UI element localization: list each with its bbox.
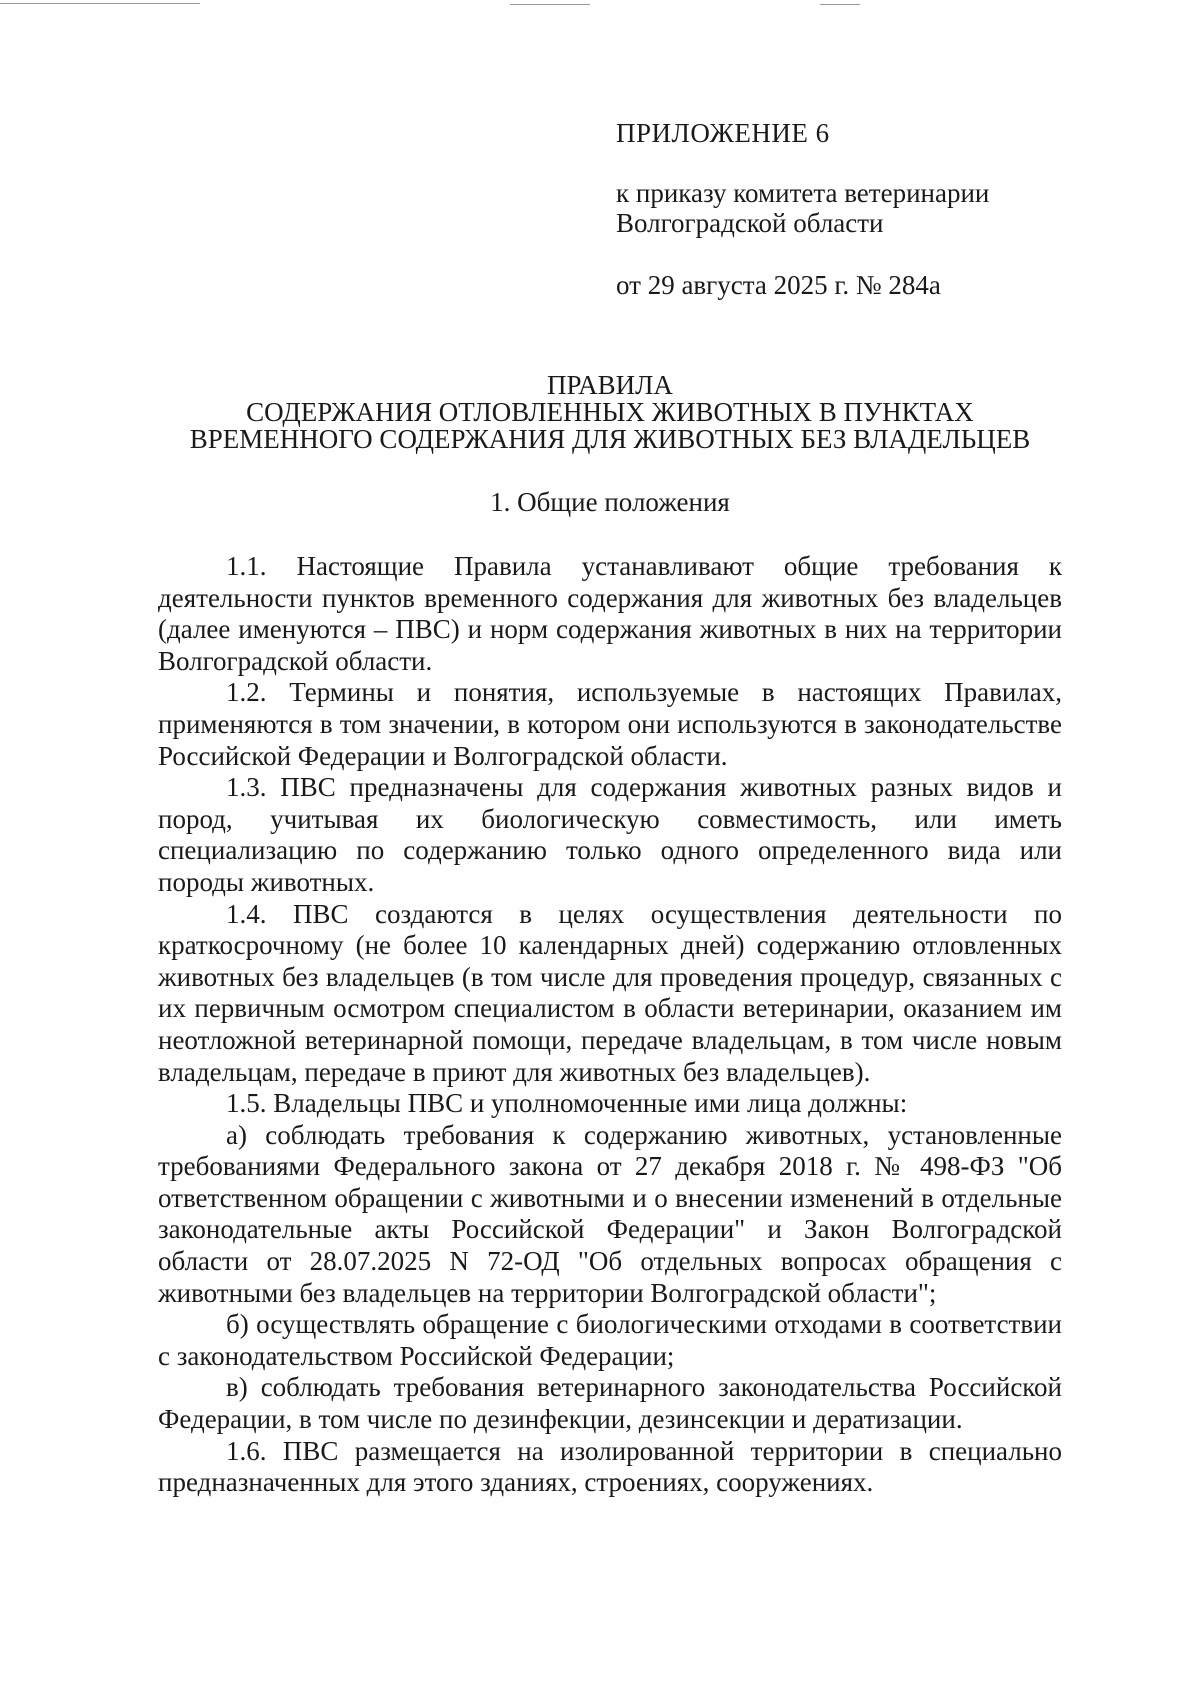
appendix-header — [616, 118, 1096, 300]
paragraph-1-5-c: в) соблюдать требования ветеринарного законодательства Российской Федерации, в том числе по дезинфекции, дезинсекции и дератизации. — [158, 1372, 1062, 1435]
appendix-title: ПРИЛОЖЕНИЕ 6 — [616, 118, 830, 148]
document-title-line: ВРЕМЕННОГО СОДЕРЖАНИЯ ДЛЯ ЖИВОТНЫХ БЕЗ ВЛАДЕЛЬЦЕВ — [189, 424, 1031, 454]
paragraph-1-4: 1.4. ПВС создаются в целях осуществления деятельности по краткосрочному (не более 10 календарных дней) содержанию отловленных животных без владельцев (в том числе для проведения процедур, связанных с их первичным осмотром специалистом в области ветеринарии, оказанием им неотложной ветеринарной помощи, передаче владельцам, в том числе новым владельцам, передаче в приют для животных без владельцев). — [158, 898, 1062, 1087]
appendix-date: от 29 августа 2025 г. № 284а — [616, 270, 941, 300]
paragraph-1-5: 1.5. Владельцы ПВС и уполномоченные ими лица должны: — [226, 1088, 908, 1119]
document-title — [150, 372, 1070, 453]
scan-edge-line — [820, 4, 860, 5]
paragraph-1-1: 1.1. Настоящие Правила устанавливают общие требования к деятельности пунктов временного содержания для животных без владельцев (далее именуются – ПВС) и норм содержания животных в них на территории Волгоградской области. — [158, 551, 1062, 676]
document-title-line: СОДЕРЖАНИЯ ОТЛОВЛЕННЫХ ЖИВОТНЫХ В ПУНКТАХ — [246, 397, 974, 427]
body-text — [158, 551, 1062, 1499]
appendix-reference-line: к приказу комитета ветеринарии — [616, 178, 990, 208]
paragraph-1-3: 1.3. ПВС предназначены для содержания животных разных видов и пород, учитывая их биологическую совместимость, или иметь специализацию по содержанию только одного определенного вида или породы животных. — [158, 772, 1062, 897]
paragraph-1-5-b: б) осуществлять обращение с биологическими отходами в соответствии с законодательством Российской Федерации; — [158, 1309, 1062, 1371]
paragraph-1-5-a: а) соблюдать требования к содержанию животных, установленные требованиями Федерального закона от 27 декабря 2018 г. № 498-ФЗ "Об ответственном обращении с животными и о внесении изменений в отдельные законодательные акты Российской Федерации" и Закон Волгоградской области от 28.07.2025 N 72-ОД "Об отдельных вопросах обращения с животными без владельцев на территории Волгоградской области"; — [158, 1119, 1062, 1308]
appendix-reference — [616, 178, 1096, 238]
document-title-line: ПРАВИЛА — [547, 370, 673, 400]
appendix-reference-line: Волгоградской области — [616, 208, 884, 238]
scan-edge-line — [0, 3, 200, 4]
paragraph-1-6: 1.6. ПВС размещается на изолированной территории в специально предназначенных для этого зданиях, строениях, сооружениях. — [158, 1435, 1062, 1498]
section-heading: 1. Общие положения — [490, 487, 730, 517]
scan-edge-line — [510, 4, 590, 5]
paragraph-1-2: 1.2. Термины и понятия, используемые в настоящих Правилах, применяются в том значении, в котором они используются в законодательстве Российской Федерации и Волгоградской области. — [158, 677, 1062, 771]
